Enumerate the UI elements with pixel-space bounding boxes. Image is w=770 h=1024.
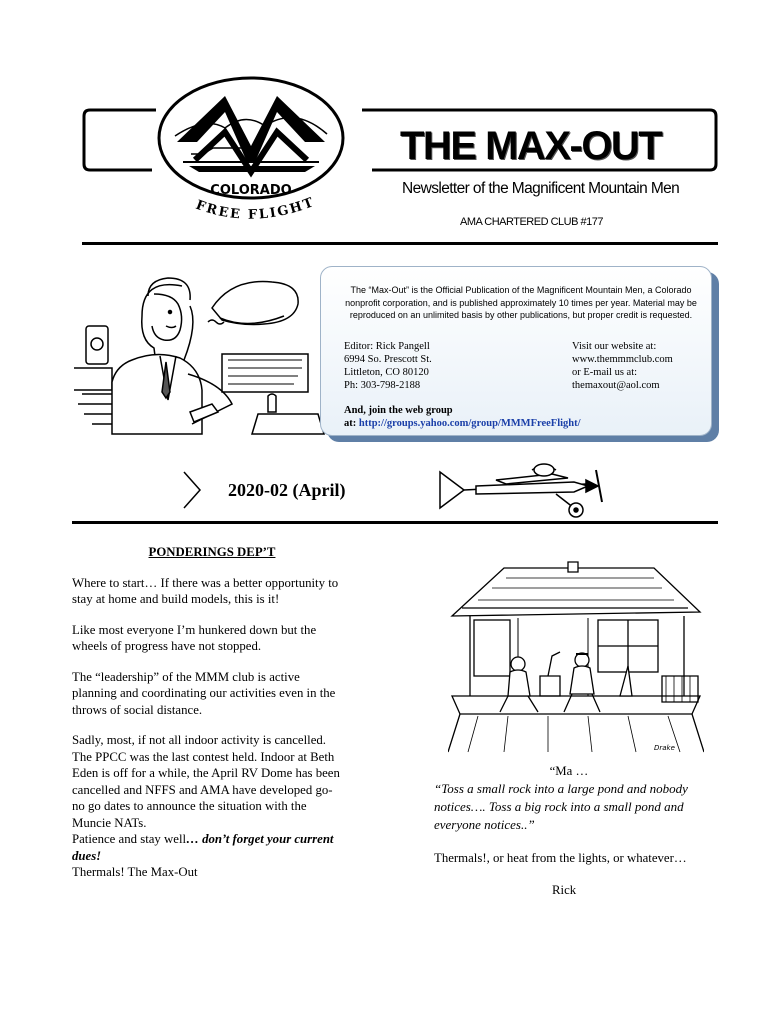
publication-intro: The “Max-Out” is the Official Publication of the Magnificent Mountain Men, a Colorado nonprofit corporation, and is published approximately 10 times per year. Material may be reproduced on an unlimited basis by other publications, but proper credit is requested.	[345, 285, 697, 320]
column-heading: PONDERINGS DEP’T	[148, 545, 276, 559]
editor-street: 6994 So. Prescott St.	[344, 354, 432, 365]
logo-bottom-text: FREE FLIGHT	[193, 194, 318, 223]
patience-text: Patience and stay well	[72, 832, 187, 846]
ponderings-column	[72, 544, 342, 881]
newsletter-title: THE MAX-OUT	[400, 124, 662, 168]
editor-phone: Ph: 303-798-2188	[344, 380, 421, 391]
header-divider	[82, 242, 718, 245]
website-label: Visit our website at:	[572, 341, 657, 352]
chevron-right-icon	[180, 470, 204, 510]
email-address[interactable]: themaxout@aol.com	[572, 380, 660, 391]
website-url[interactable]: www.themmmclub.com	[572, 354, 673, 365]
newsletter-subtitle: Newsletter of the Magnificent Mountain Men	[402, 180, 680, 197]
issue-divider	[72, 521, 718, 524]
web-group	[344, 404, 704, 430]
paragraph-4: Sadly, most, if not all indoor activity is cancelled. The PPCC was the last contest held. Indoor at Beth Eden is off for a while, the April RV Dome has been cancelled and NFFS and AMA have developed go-no go dates to announce the situation with the Muncie NATs.	[72, 733, 340, 830]
cartoon-caption-quote: “Toss a small rock into a large pond and nobody notices…. Toss a big rock into a small pond and everyone notices..”	[434, 781, 688, 832]
email-label: or E-mail us at:	[572, 367, 638, 378]
cartoon-signature: Drake	[654, 744, 675, 752]
paragraph-2: Like most everyone I’m hunkered down but the wheels of progress have not stopped.	[72, 622, 317, 653]
issue-number: 2020-02 (April)	[228, 480, 346, 500]
dues-reminder: … don’t forget your current dues!	[72, 832, 334, 863]
paragraph-1: Where to start… If there was a better opportunity to stay at home and build models, this is it!	[72, 575, 339, 606]
author-signature: Rick	[552, 883, 577, 897]
paragraph-3: The “leadership” of the MMM club is active planning and coordinating our activities even in the throws of social distance.	[72, 669, 336, 717]
website-contact	[572, 340, 712, 392]
closing-line: Thermals! The Max-Out	[72, 865, 198, 879]
logo-top-text: COLORADO	[210, 183, 292, 198]
club-charter: AMA CHARTERED CLUB #177	[460, 216, 603, 228]
editor-name: Editor: Rick Pangell	[344, 341, 430, 352]
editor-cartoon-illustration	[72, 264, 330, 440]
cartoon-caption-speaker: “Ma …	[549, 764, 589, 778]
web-group-link[interactable]: http://groups.yahoo.com/group/MMMFreeFlight/	[358, 418, 581, 429]
thermals-note: Thermals!, or heat from the lights, or whatever…	[434, 851, 687, 865]
model-airplane-illustration	[436, 460, 616, 522]
editor-contact	[344, 340, 544, 392]
web-group-prefix: at:	[344, 418, 359, 429]
web-group-label: And, join the web group	[344, 405, 453, 416]
paragraph-5	[72, 831, 342, 864]
porch-house-cartoon	[448, 556, 704, 756]
editor-city: Littleton, CO 80120	[344, 367, 429, 378]
